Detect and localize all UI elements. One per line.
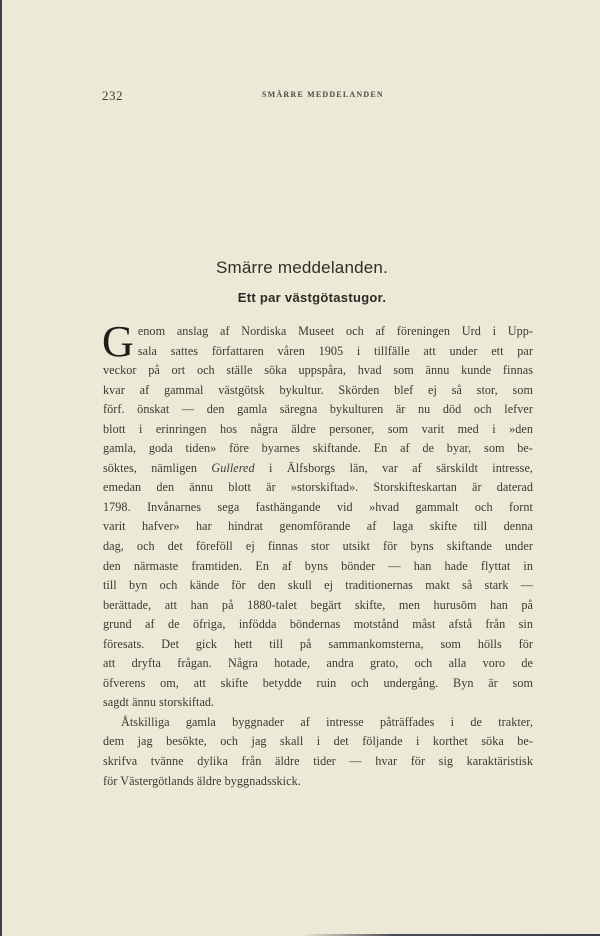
text-line: emedan den ännu blott är »storskiftad». Storskifteskartan är daterad bbox=[103, 480, 533, 495]
text-line: enom anslag af Nordiska Museet och af föreningen Urd i Upp- bbox=[137, 324, 533, 338]
section-title: Smärre meddelanden. bbox=[215, 258, 388, 277]
text-line: skrifva tvänne dylika från äldre tider — hvar för sig karaktäristisk bbox=[103, 754, 533, 769]
place-name-italic: Gullered bbox=[211, 460, 255, 475]
article-title: Ett par västgötastugor. bbox=[237, 290, 387, 305]
text-line: öfverens om, att skifte betydde ruin och undergång. Byn är som bbox=[103, 675, 533, 690]
text-fragment: söktes, nämligen bbox=[103, 460, 212, 475]
drop-cap: G bbox=[102, 317, 134, 366]
text-line: för Västergötlands äldre byggnadsskick. bbox=[103, 773, 301, 788]
text-line: 1798. Invånarnes sega fasthängande vid »hvad gammalt och fornt bbox=[103, 499, 533, 514]
text-line: berättade, att han på 1880-talet begärt skifte, men hurusōm han på bbox=[103, 597, 533, 612]
text-line: sala sattes författaren våren 1905 i tillfälle att under ett par bbox=[137, 343, 533, 358]
text-line: gamla, goda tiden» före byarnes skiftande. En af de byar, som be- bbox=[103, 441, 533, 456]
text-line: att dryfta frågan. Några hotade, andra grato, och alla voro de bbox=[103, 656, 533, 671]
text-line: dem jag besökte, och jag skall i det följande i korthet söka be- bbox=[103, 734, 533, 749]
text-line: kvar af gammal västgötsk bykultur. Skörden blef ej så stor, som bbox=[103, 382, 533, 397]
text-line: förf. önskat — den gamla säregna bykulturen är nu död och lefver bbox=[103, 402, 533, 417]
text-line: till byn och kände för den skull ej traditionernas makt så stark — bbox=[103, 578, 533, 593]
text-line: veckor på ort och ställe söka uppspåra, hvad som ännu kunde finnas bbox=[103, 363, 533, 378]
text-line: sagdt ännu storskiftad. bbox=[103, 695, 215, 710]
paragraph-2 bbox=[103, 713, 533, 791]
paragraph-1 bbox=[102, 317, 533, 713]
text-line: föresats. Det gick hett till på sammankomsterna, som hölls för bbox=[103, 636, 533, 651]
article-body bbox=[102, 317, 533, 791]
text-line: dag, och det föreföll ej finnas stor utsikt för byns skiftande under bbox=[103, 539, 533, 554]
text-line bbox=[103, 459, 533, 479]
text-line: grund af de öfriga, infödda böndernas motstånd måst afstå från sin bbox=[103, 617, 533, 632]
text-line: Åtskilliga gamla byggnader af intresse påträffades i de trakter, bbox=[121, 714, 533, 729]
page-number: 232 bbox=[102, 88, 123, 103]
text-fragment: i Älfsborgs län, var af särskildt intresse, bbox=[254, 460, 533, 475]
running-head bbox=[102, 88, 542, 104]
running-title: SMÄRRE MEDDELANDEN bbox=[262, 90, 384, 99]
text-line: den närmaste framtiden. En af byns bönder — han hade flyttat in bbox=[103, 558, 533, 573]
text-line: varit hafver» har hindrat genomförande af laga skifte till denna bbox=[103, 519, 533, 534]
text-line: blott i erinringen hos några äldre personer, som varit med i »den bbox=[103, 421, 533, 436]
